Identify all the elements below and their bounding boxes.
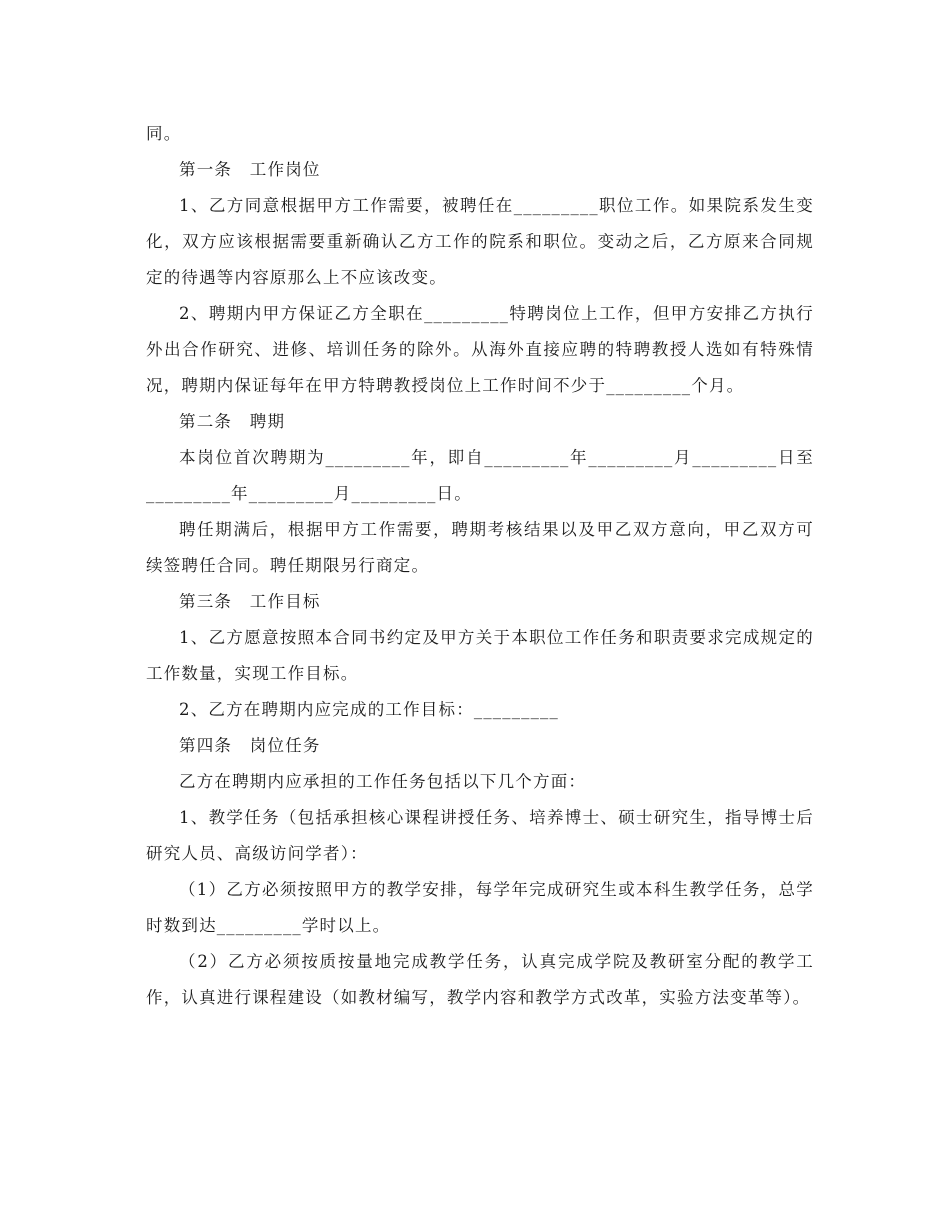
article-2-heading: 第二条 聘期 [179, 412, 286, 431]
article-1-heading: 第一条 工作岗位 [179, 160, 321, 179]
article-4-intro: 乙方在聘期内应承担的工作任务包括以下几个方面： [179, 772, 587, 791]
article-1-clause-1: 1、乙方同意根据甲方工作需要，被聘任在_________职位工作。如果院系发生变化，双方应该根据需要重新确认乙方工作的院系和职位。变动之后，乙方原来合同规定的待遇等内容原那么上不应该改变。 [146, 196, 814, 287]
article-3-clause-2: 2、乙方在聘期内应完成的工作目标：_________ [179, 700, 559, 719]
article-4-teaching-item-1: （1）乙方必须按照甲方的教学安排，每学年完成研究生或本科生教学任务，总学时数到达_________学时以上。 [146, 880, 814, 935]
article-4-heading: 第四条 岗位任务 [179, 736, 321, 755]
article-3-heading: 第三条 工作目标 [179, 592, 321, 611]
article-4-teaching-item-2: （2）乙方必须按质按量地完成教学任务，认真完成学院及教研室分配的教学工作，认真进行课程建设（如教材编写，教学内容和教学方式改革，实验方法变革等）。 [146, 952, 814, 1007]
document-body [146, 116, 814, 1016]
article-1-clause-2: 2、聘期内甲方保证乙方全职在_________特聘岗位上工作，但甲方安排乙方执行外出合作研究、进修、培训任务的除外。从海外直接应聘的特聘教授人选如有特殊情况，聘期内保证每年在甲方特聘教授岗位上工作时间不少于_________个月。 [146, 304, 814, 395]
article-4-teaching-task: 1、教学任务（包括承担核心课程讲授任务、培养博士、硕士研究生，指导博士后研究人员、高级访问学者）： [146, 808, 814, 863]
article-3-clause-1: 1、乙方愿意按照本合同书约定及甲方关于本职位工作任务和职责要求完成规定的工作数量，实现工作目标。 [146, 628, 814, 683]
paragraph-continuation: 同。 [146, 124, 182, 143]
article-2-term: 本岗位首次聘期为_________年，即自_________年_________月_________日至_________年_________月_________日。 [146, 448, 814, 503]
article-2-renewal: 聘任期满后，根据甲方工作需要，聘期考核结果以及甲乙双方意向，甲乙双方可续签聘任合同。聘任期限另行商定。 [146, 520, 814, 575]
